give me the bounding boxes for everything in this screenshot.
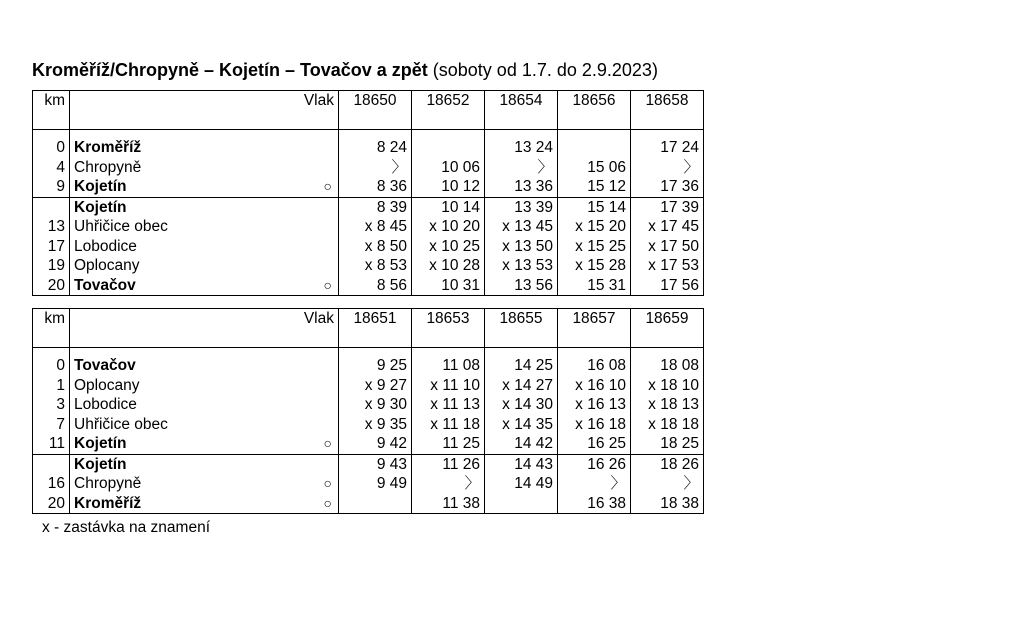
timetable-row xyxy=(33,376,704,396)
time-cell: 10 31 xyxy=(412,276,485,296)
time-cell: 8 56 xyxy=(339,276,412,296)
time-cell: 9 42 xyxy=(339,434,412,454)
time-cell: 8 36 xyxy=(339,177,412,197)
time-cell: x 14 35 xyxy=(485,415,558,435)
station-cell xyxy=(70,138,339,158)
station-name: Oplocany xyxy=(74,376,140,394)
time-cell: x 18 18 xyxy=(648,415,699,433)
station-name: Uhřičice obec xyxy=(74,415,168,433)
station-name: Kroměříž xyxy=(74,139,142,156)
station-cell xyxy=(70,276,339,296)
time-cell: 16 08 xyxy=(558,356,631,376)
timetable-row xyxy=(33,177,704,197)
time-cell: 10 12 xyxy=(412,177,485,197)
time-cell: x 11 10 xyxy=(412,376,485,396)
time-cell: 8 39 xyxy=(339,197,412,217)
station-name: Kroměříž xyxy=(74,494,142,512)
station-cell xyxy=(70,177,339,197)
time-cell xyxy=(485,494,558,514)
station-cell xyxy=(70,356,339,376)
time-cell: 14 42 xyxy=(485,434,558,454)
station-cell xyxy=(70,237,339,257)
time-cell: 13 39 xyxy=(485,197,558,217)
time-cell: x 11 13 xyxy=(412,395,485,415)
time-cell: 15 06 xyxy=(558,158,631,178)
time-cell xyxy=(339,494,412,514)
time-cell: x 8 50 xyxy=(339,237,412,257)
timetable-row xyxy=(33,256,704,276)
time-cell: x 11 18 xyxy=(412,415,485,435)
timetable-row xyxy=(33,434,704,454)
title-validity: (soboty od 1.7. do 2.9.2023) xyxy=(432,60,658,80)
km-header: km xyxy=(33,91,70,130)
train-number: 18654 xyxy=(485,91,558,130)
station-cell xyxy=(70,494,339,514)
km-cell: 4 xyxy=(33,158,70,178)
spacer-cell xyxy=(631,130,704,139)
km-cell: 16 xyxy=(33,474,70,494)
time-cell: 9 25 xyxy=(339,356,412,376)
time-cell: 14 25 xyxy=(485,356,558,376)
km-cell: 17 xyxy=(33,237,70,257)
timetable-return xyxy=(32,308,704,514)
station-name: Lobodice xyxy=(74,237,137,255)
time-cell: x 9 30 xyxy=(339,395,412,415)
train-number: 18653 xyxy=(412,309,485,348)
station-name: Chropyně xyxy=(74,158,142,176)
time-cell: 〉 xyxy=(412,474,485,494)
time-cell: 15 14 xyxy=(558,197,631,217)
station-name: Kojetín xyxy=(74,198,127,216)
timetable-row xyxy=(33,494,704,514)
train-number: 18656 xyxy=(558,91,631,130)
time-cell: 16 25 xyxy=(558,434,631,454)
time-cell: x 10 20 xyxy=(412,217,485,237)
time-cell: 15 12 xyxy=(558,177,631,197)
km-cell: 0 xyxy=(33,138,70,158)
stop-mark-icon: ○ xyxy=(323,435,332,451)
stop-mark-icon: ○ xyxy=(323,276,332,293)
km-cell xyxy=(33,454,70,474)
time-cell: 8 24 xyxy=(339,138,412,158)
station-name: Tovačov xyxy=(74,276,136,294)
km-cell: 0 xyxy=(33,356,70,376)
timetable-row xyxy=(33,217,704,237)
km-cell: 1 xyxy=(33,376,70,396)
stop-mark-icon: ○ xyxy=(323,494,332,511)
time-cell: x 17 50 xyxy=(648,237,699,255)
time-cell: x 14 30 xyxy=(485,395,558,415)
time-cell: x 16 13 xyxy=(558,395,631,415)
spacer-row xyxy=(33,348,704,357)
time-cell: x 8 45 xyxy=(339,217,412,237)
time-cell: x 13 53 xyxy=(485,256,558,276)
train-number: 18651 xyxy=(339,309,412,348)
time-cell: 14 49 xyxy=(485,474,558,494)
time-cell: x 15 28 xyxy=(558,256,631,276)
time-cell: 〉 xyxy=(558,474,631,494)
train-number: 18659 xyxy=(631,309,704,348)
time-cell: 11 38 xyxy=(412,494,485,514)
time-cell: x 17 45 xyxy=(648,218,699,235)
timetable-row xyxy=(33,454,704,474)
train-number: 18657 xyxy=(558,309,631,348)
station-cell xyxy=(70,197,339,217)
km-cell: 3 xyxy=(33,395,70,415)
time-cell: x 9 27 xyxy=(339,376,412,396)
time-cell: x 15 25 xyxy=(558,237,631,257)
time-cell: x 16 18 xyxy=(558,415,631,435)
km-cell: 19 xyxy=(33,256,70,276)
train-label-header: Vlak xyxy=(70,309,339,348)
time-cell: x 16 10 xyxy=(558,376,631,396)
timetable-row xyxy=(33,415,704,435)
km-cell: 9 xyxy=(33,177,70,197)
time-cell: 11 26 xyxy=(412,454,485,474)
header-row xyxy=(33,309,704,348)
time-cell: 17 56 xyxy=(660,276,699,294)
time-cell: x 14 27 xyxy=(485,376,558,396)
train-label-header: Vlak xyxy=(70,91,339,130)
timetable-row xyxy=(33,395,704,415)
time-cell: x 13 50 xyxy=(485,237,558,257)
station-name: Kojetín xyxy=(74,178,127,195)
time-cell: 9 49 xyxy=(339,474,412,494)
time-cell xyxy=(558,138,631,158)
spacer-cell xyxy=(339,130,412,139)
time-cell: x 15 20 xyxy=(558,217,631,237)
timetable-row xyxy=(33,197,704,217)
timetable-row xyxy=(33,138,704,158)
time-cell xyxy=(412,138,485,158)
station-cell xyxy=(70,474,339,494)
station-cell xyxy=(70,256,339,276)
timetable-row xyxy=(33,276,704,296)
time-cell: 13 24 xyxy=(485,138,558,158)
time-cell: 11 08 xyxy=(412,356,485,376)
time-cell: 10 06 xyxy=(412,158,485,178)
station-cell xyxy=(70,158,339,178)
stop-mark-icon: ○ xyxy=(323,475,332,491)
time-cell: x 9 35 xyxy=(339,415,412,435)
km-cell: 13 xyxy=(33,217,70,237)
station-cell xyxy=(70,376,339,396)
station-name: Chropyně xyxy=(74,475,142,492)
spacer-cell xyxy=(558,130,631,139)
timetable-row xyxy=(33,474,704,494)
time-cell: x 18 10 xyxy=(648,376,699,394)
time-cell: 18 26 xyxy=(631,454,704,474)
timetable-outbound xyxy=(32,90,704,296)
time-cell: 15 31 xyxy=(558,276,631,296)
time-cell: 14 43 xyxy=(485,454,558,474)
station-name: Kojetín xyxy=(74,435,127,452)
km-cell: 7 xyxy=(33,415,70,435)
time-cell: x 10 25 xyxy=(412,237,485,257)
time-cell: x 8 53 xyxy=(339,256,412,276)
spacer-cell xyxy=(70,130,339,139)
time-cell: 18 08 xyxy=(660,357,699,374)
station-cell xyxy=(70,415,339,435)
time-cell: 13 36 xyxy=(485,177,558,197)
timetable-row xyxy=(33,237,704,257)
spacer-cell xyxy=(485,130,558,139)
train-number: 18652 xyxy=(412,91,485,130)
time-cell: 9 43 xyxy=(339,454,412,474)
time-cell: 〉 xyxy=(339,158,412,178)
station-cell xyxy=(70,454,339,474)
spacer-cell xyxy=(33,348,70,357)
station-name: Uhřičice obec xyxy=(74,218,168,235)
station-name: Kojetín xyxy=(74,455,127,473)
time-cell: 〉 xyxy=(683,158,699,176)
km-cell: 20 xyxy=(33,276,70,296)
spacer-cell xyxy=(485,348,558,357)
station-name: Lobodice xyxy=(74,396,137,413)
km-cell xyxy=(33,197,70,217)
time-cell: 17 24 xyxy=(660,139,699,156)
spacer-cell xyxy=(412,348,485,357)
time-cell: 17 39 xyxy=(631,197,704,217)
station-cell xyxy=(70,217,339,237)
page-title xyxy=(32,60,658,81)
spacer-cell xyxy=(33,130,70,139)
time-cell: 16 26 xyxy=(558,454,631,474)
stop-mark-icon: ○ xyxy=(323,178,332,194)
time-cell: 18 38 xyxy=(660,494,699,512)
km-cell: 20 xyxy=(33,494,70,514)
spacer-cell xyxy=(339,348,412,357)
time-cell: 13 56 xyxy=(485,276,558,296)
timetable-row xyxy=(33,356,704,376)
station-cell xyxy=(70,395,339,415)
time-cell: x 17 53 xyxy=(648,257,699,274)
time-cell: 〉 xyxy=(485,158,558,178)
time-cell: 〉 xyxy=(683,475,699,492)
header-row xyxy=(33,91,704,130)
train-number: 18658 xyxy=(631,91,704,130)
time-cell: x 18 13 xyxy=(648,396,699,413)
station-name: Oplocany xyxy=(74,257,140,274)
train-number: 18650 xyxy=(339,91,412,130)
time-cell: x 13 45 xyxy=(485,217,558,237)
timetable-row xyxy=(33,158,704,178)
train-number: 18655 xyxy=(485,309,558,348)
time-cell: 11 25 xyxy=(412,434,485,454)
time-cell: 16 38 xyxy=(558,494,631,514)
km-cell: 11 xyxy=(33,434,70,454)
spacer-cell xyxy=(631,348,704,357)
spacer-row xyxy=(33,130,704,139)
time-cell: 17 36 xyxy=(660,178,699,195)
time-cell: 10 14 xyxy=(412,197,485,217)
time-cell: 18 25 xyxy=(660,435,699,452)
time-cell: x 10 28 xyxy=(412,256,485,276)
km-header: km xyxy=(33,309,70,348)
spacer-cell xyxy=(558,348,631,357)
spacer-cell xyxy=(412,130,485,139)
spacer-cell xyxy=(70,348,339,357)
station-name: Tovačov xyxy=(74,357,136,374)
footnote: x - zastávka na znamení xyxy=(42,519,210,536)
title-route: Kroměříž/Chropyně – Kojetín – Tovačov a zpět xyxy=(32,60,428,80)
station-cell xyxy=(70,434,339,454)
